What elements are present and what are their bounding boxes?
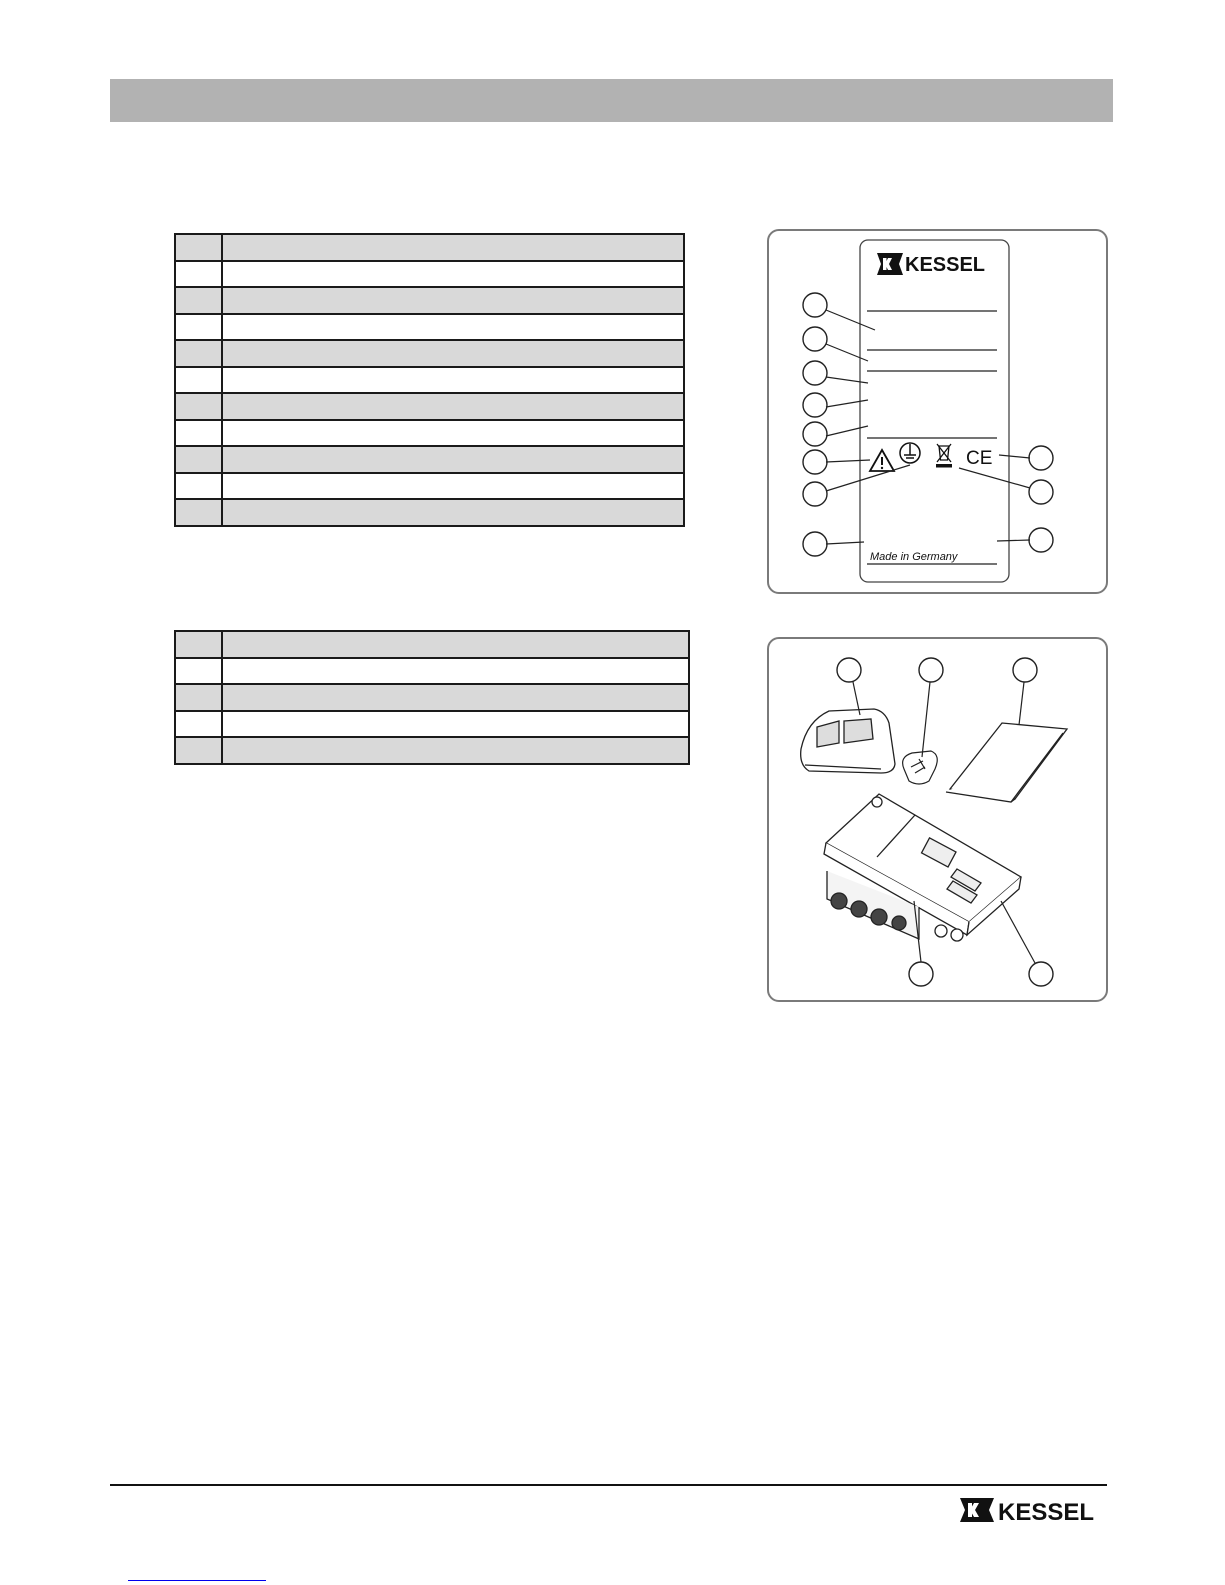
bottom-link-underline[interactable] [128,1580,266,1581]
scope-drawing [769,639,1106,1000]
screw-bag-illustration [903,751,938,784]
table-row [175,234,684,261]
scope-of-delivery-table [174,630,690,765]
table-row [175,658,689,685]
footer-brand-text: KESSEL [998,1499,1095,1525]
table-row [175,393,684,420]
table-row [175,684,689,711]
type-plate-figure [767,229,1108,594]
footer-rule [110,1484,1107,1486]
table-row [175,314,684,341]
control-unit-illustration [824,794,1021,941]
table-row [175,261,684,288]
type-plate-brand-text: KESSEL [905,254,986,276]
table-row [175,446,684,473]
table-row [175,737,689,764]
remote-module-illustration [801,709,895,773]
type-plate-drawing [769,231,1106,592]
made-in-text: Made in Germany [870,551,958,563]
table-row [175,499,684,526]
table-row [175,473,684,500]
type-plate-legend-table [174,233,685,527]
footer-kessel-logo [958,1495,1108,1530]
kessel-logo [877,253,985,276]
table-row [175,420,684,447]
table-row [175,367,684,394]
section-header-bar [110,79,1113,122]
scope-of-delivery-figure [767,637,1108,1002]
table-row [175,340,684,367]
svg-text:CE: CE [966,448,993,469]
table-row [175,711,689,738]
table-row [175,631,689,658]
table-row [175,287,684,314]
ce-mark-icon [966,448,992,469]
manual-illustration [946,723,1067,802]
